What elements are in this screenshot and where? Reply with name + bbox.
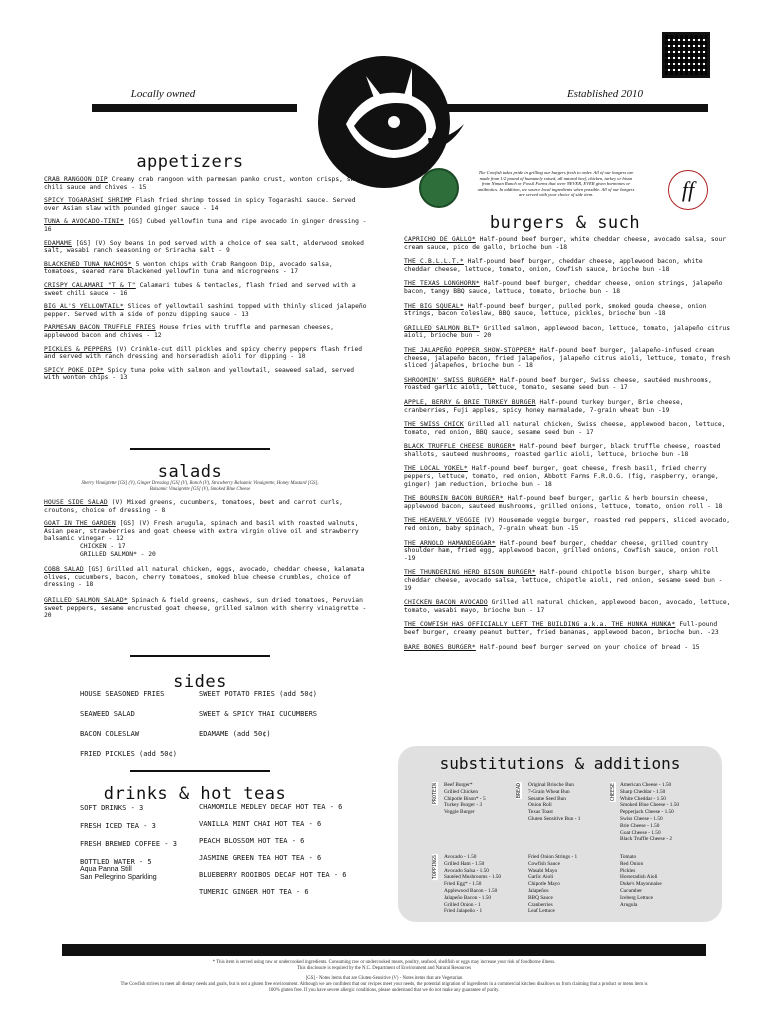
water-option: Aqua Panna Still <box>80 866 132 873</box>
appetizers-title: appetizers <box>136 152 244 172</box>
list-item: CHAMOMILE MEDLEY DECAF HOT TEA - 6 <box>199 803 343 811</box>
raw-food-warning: * This item is served using raw or undercooked ingredients. Consuming raw or undercooked meats, poultry, seafood, shellfish or eggs may increase your risk of foodborne illness. <box>212 960 556 965</box>
list-item: TUMERIC GINGER HOT TEA - 6 <box>199 888 309 896</box>
list-item: GRILLED SALMON SALAD* Spinach & field greens, cashews, sun dried tomatoes, Peruvian sweet peppers, sesame encrusted goat cheese, grilled salmon with sherry vinaigrette - 20 <box>44 596 367 620</box>
list-item: BACON COLESLAW <box>80 730 140 738</box>
list-item: FRIED PICKLES (add 50¢) <box>80 750 177 758</box>
list-item: BARE BONES BURGER* Half-pound beef burger served on your choice of bread - 15 <box>404 643 700 651</box>
list-item: THE JALAPEÑO POPPER SHOW-STOPPER* Half-pound beef burger, jalapeño-infused cream cheese, jalapeño bacon, fried jalapeños, jalapeño citrus aioli, lettuce, tomato, fresh sliced jalapeños, brioche bun - 18 <box>404 346 731 370</box>
list-item: PARMESAN BACON TRUFFLE FRIES House fries with truffle and parmesan cheeses, applewood bacon and chives - 12 <box>44 324 334 339</box>
toppings-list-3: Tomato Red Onion Pickles Horseradish Aioli Duke's Mayonnaise Cucumber Iceberg Lettuce Arugula <box>620 854 662 908</box>
list-item: THE SWISS CHICK Grilled all natural chicken, Swiss cheese, applewood bacon, lettuce, tomato, red onion, BBQ sauce, sesame seed bun - 17 <box>404 421 726 436</box>
list-item: THE C.B.L.L.T.* Half-pound beef burger, cheddar cheese, applewood bacon, white cheddar cheese, lettuce, tomato, onion, Cowfish sauce, brioche bun -18 <box>404 258 703 273</box>
header-bar-right <box>446 104 708 112</box>
substitutions-title: substitutions & additions <box>439 754 681 773</box>
drinks-left <box>80 804 200 882</box>
drinks-right <box>199 803 379 896</box>
list-item: CAPRICHO DE GALLO* Half-pound beef burger, white cheddar cheese, avocado salsa, sour cream sauce, pico de gallo, brioche bun -18 <box>404 236 727 251</box>
list-item: BLACK TRUFFLE CHEESE BURGER* Half-pound beef burger, black truffle cheese, roasted shallots, sauteed mushrooms, roasted garlic aioli, lettuce, brioche bun -18 <box>404 443 721 458</box>
burgers-title: burgers & such <box>489 213 641 233</box>
water-option: San Pellegrino Sparkling <box>80 874 157 881</box>
disclosure-note: This disclosure is required by the N.C. Department of Environment and Natural Resources <box>297 966 471 971</box>
toppings-list-1: Avocado - 1.50 Grilled Ham - 1.50 Avocado Salsa - 1.50 Sautéed Mushrooms - 1.50 Fried Egg* - 1.50 Applewood Bacon - 1.50 Jalapeño Bacon - 1.50 Grilled Onion - 1 Fried Jalapeño - 1 <box>444 854 502 915</box>
drinks-title: drinks & hot teas <box>103 784 287 804</box>
salads-title: salads <box>157 462 223 482</box>
header-bar-left <box>92 104 297 112</box>
list-item: THE BOURSIN BACON BURGER* Half-pound beef burger, garlic & herb boursin cheese, applewood bacon, sauteed mushrooms, grilled onions, lettuce, tomato, onion roll - 18 <box>404 495 723 510</box>
gluten-disclaimer: The Cowfish strives to meet all dietary needs and goals, but is not a gluten free environment. Although we are confident that our recipes meet your needs, the potential migration of ingredients in a commercial kitchen disallows us from claiming that a product or menu item is 100% gluten free. If you have severe allergic conditions, please understand that we do not make any guarantee of purity. <box>120 982 648 993</box>
list-item: SPICY POKE DIP* Spicy tuna poke with salmon and yellowtail, seaweed salad, served with wonton chips - 13 <box>44 366 355 382</box>
salads-list <box>44 499 370 620</box>
list-item: APPLE, BERRY & BRIE TURKEY BURGER Half-pound turkey burger, Brie cheese, cranberries, Fuji apples, spicy honey marmalade, 7-grain wheat bun -19 <box>404 398 684 414</box>
list-item: SPICY TOGARASHI SHRIMP Flash fried shrimp tossed in spicy Togarashi sauce. Served over Asian slaw with pounded ginger sauce - 14 <box>44 197 356 212</box>
toppings-label: TOPPINGS <box>432 855 438 880</box>
substitutions-panel <box>398 746 722 922</box>
list-item: HOUSE SEASONED FRIES <box>80 690 165 698</box>
niman-ranch-badge <box>419 168 459 208</box>
list-item: SEAWEED SALAD <box>80 710 135 718</box>
protein-label: PROTEIN <box>432 783 438 805</box>
toppings-list-2: Fried Onion Strings - 1 Cowfish Sauce Wasabi Mayo Garlic Aioli Chipotle Mayo Jalapeños BBQ Sauce Cranberries Leaf Lettuce <box>528 854 578 915</box>
divider <box>130 655 270 657</box>
list-item: PICKLES & PEPPERS (V) Crinkle-cut dill pickles and spicy cherry peppers flash fried and served with ranch dressing and horseradish aioli for dipping - 10 <box>44 345 363 361</box>
list-item: BLUEBERRY ROOIBOS DECAF HOT TEA - 6 <box>199 871 347 879</box>
legend-note: [GS] - Notes items that are Gluten-Sensitive (V) - Notes items that are Vegetarian <box>305 976 463 981</box>
list-item: VANILLA MINT CHAI HOT TEA - 6 <box>199 820 322 828</box>
cheese-list: American Cheese - 1.50 Sharp Cheddar - 1.50 White Cheddar - 1.50 Smoked Blue Cheese - 1.50 Pepperjack Cheese - 1.50 Swiss Cheese - 1.50 Brie Cheese - 1.50 Goat Cheese - 1.50 Black Truffle Cheese - 2 <box>620 782 679 843</box>
fossil-farms-badge: ff <box>668 170 708 210</box>
protein-list: Beef Burger* Grilled Chicken Chipotle Bison* - 5 Turkey Burger - 3 Veggie Burger <box>444 782 486 816</box>
footer-bar <box>62 944 706 956</box>
appetizers-list <box>44 176 370 382</box>
list-item: CHICKEN BACON AVOCADO Grilled all natural chicken, applewood bacon, avocado, lettuce, tomato, wasabi mayo, brioche bun - 17 <box>404 599 731 614</box>
list-item: THE HEAVENLY VEGGIE (V) Housemade veggie burger, roasted red peppers, sliced avocado, red onion, baby spinach, 7-grain wheat bun -15 <box>404 517 731 533</box>
list-item: GOAT IN THE GARDEN [GS] (V) Fresh arugula, spinach and basil with roasted walnuts, Asian pear, strawberries and goat cheese with extra virgin olive oil and strawberry balsamic vinegar - 12 <box>44 520 359 543</box>
list-item: THE BIG SQUEAL* Half-pound beef burger, pulled pork, smoked gouda cheese, onion strings, bacon coleslaw, BBQ sauce, lettuce, pickles, brioche bun -18 <box>404 302 707 318</box>
list-item: SOFT DRINKS - 3 <box>80 804 144 812</box>
bread-label: BREAD <box>516 783 522 799</box>
salad-addon: GRILLED SALMON* - 20 <box>80 550 156 558</box>
list-item: COBB SALAD [GS] Grilled all natural chicken, eggs, avocado, cheddar cheese, kalamata olives, cucumbers, bacon, cherry tomatoes, smoked blue cheese crumbles, choice of dressing - 18 <box>44 566 365 589</box>
list-item: EDAMAME (add 50¢) <box>199 730 271 738</box>
list-item: JASMINE GREEN TEA HOT TEA - 6 <box>199 854 322 862</box>
list-item: EDAMAME [GS] (V) Soy beans in pod served with a choice of sea salt, alderwood smoked salt, wasabi ranch seasoning or Sriracha salt - 9 <box>44 239 364 255</box>
list-item: PEACH BLOSSOM HOT TEA - 6 <box>199 837 305 845</box>
divider <box>130 448 270 450</box>
list-item: FRESH ICED TEA - 3 <box>80 822 156 830</box>
list-item: THE THUNDERING HERD BISON BURGER* Half-pound chipotle bison burger, sharp white cheddar cheese, avocado salsa, lettuce, chipotle aioli, red onion, sesame seed bun - 19 <box>404 569 723 592</box>
bread-list: Original Brioche Bun 7-Grain Wheat Bun Sesame Seed Bun Onion Roll Texas Toast Gluten Sensitive Bun - 1 <box>528 782 581 822</box>
list-item: SWEET POTATO FRIES (add 50¢) <box>199 690 318 698</box>
salad-addon: CHICKEN - 17 <box>80 542 126 550</box>
sourcing-note: The Cowfish takes pride in grilling our burgers fresh to order. All of our burgers are made from 1/2 pound of humanely raised, all natural beef, chicken, turkey or bison from Niman Ranch or Fossil Farms that were NEVER, EVER given hormones or antibiotics. In addition, we source local ingredients when possible. All of our burgers are served with your choice of side item. <box>477 170 635 198</box>
list-item: THE LOCAL YOKEL* Half-pound beef burger, goat cheese, fresh basil, fried cherry peppers, lettuce, tomato, red onion, Abbott Farms F.R.O.G. (fig, raspberry, orange, ginger) jam reduction, brioche bun - 18 <box>404 465 719 488</box>
footer-notes <box>120 960 648 994</box>
list-item: THE TEXAS LONGHORN* Half-pound beef burger, cheddar cheese, onion strings, jalapeño bacon, tangy BBQ sauce, lettuce, tomato, brioche bun - 18 <box>404 280 723 295</box>
list-item: TUNA & AVOCADO-TINI* [GS] Cubed yellowfin tuna and ripe avocado in ginger dressing - 16 <box>44 218 367 233</box>
list-item: THE ARNOLD HAMANDEGGAR* Half-pound beef burger, cheddar cheese, grilled country shoulder ham, fried egg, applewood bacon, grilled onions, Cowfish sauce, onion roll -19 <box>404 539 719 562</box>
list-item: HOUSE SIDE SALAD (V) Mixed greens, cucumbers, tomatoes, beet and carrot curls, croutons, choice of dressing - 8 <box>44 499 343 514</box>
sides-title: sides <box>173 672 227 692</box>
cheese-label: CHEESE <box>610 783 616 802</box>
established-label: Established 2010 <box>566 88 644 100</box>
locally-owned-label: Locally owned <box>130 88 196 100</box>
divider <box>130 770 270 772</box>
list-item: CRISPY CALAMARI "T & T" Calamari tubes & tentacles, flash fried and served with a sweet chili sauce - 16 <box>44 281 356 297</box>
list-item: BLACKENED TUNA NACHOS* 5 wonton chips with Crab Rangoon Dip, avocado salsa, tomatoes, seared rare blackened yellowfin tuna and microgreens - 17 <box>44 260 333 276</box>
list-item: FRESH BREWED COFFEE - 3 <box>80 840 177 848</box>
burgers-list <box>404 236 732 651</box>
dressing-list: Sherry Vinaigrette [GS] (V), Ginger Dressing [GS] (V), Ranch (V), Strawberry Balsamic Vinaigrette, Honey Mustard [GS], Balsamic Vinaigrette [GS] (V), Smoked Blue Cheese <box>81 481 319 492</box>
qr-code[interactable] <box>662 32 710 78</box>
list-item: BOTTLED WATER - 5 <box>80 858 152 866</box>
list-item: THE COWFISH HAS OFFICIALLY LEFT THE BUILDING a.k.a. THE HUNKA HUNKA* Full-pound beef burger, creamy peanut butter, fried bananas, applewood bacon, brioche bun. -23 <box>404 621 719 636</box>
list-item: SHROOMIN' SWISS BURGER* Half-pound beef burger, Swiss cheese, sautéed mushrooms, roasted garlic aioli, lettuce, tomato, sesame seed bun - 17 <box>404 376 712 392</box>
list-item: SWEET & SPICY THAI CUCUMBERS <box>199 710 318 718</box>
list-item: CRAB RANGOON DIP Creamy crab rangoon with parmesan panko crust, wonton crisps, sweet chili sauce and chives - 15 <box>44 176 366 191</box>
sides-right <box>199 690 359 738</box>
list-item: BIG AL'S YELLOWTAIL* Slices of yellowtail sashimi topped with thinly sliced jalapeño pepper. Served with a side of ponzu dipping sauce - 13 <box>44 303 367 318</box>
list-item: GRILLED SALMON BLT* Grilled salmon, applewood bacon, lettuce, tomato, jalapeño citrus aioli, brioche bun - 20 <box>404 324 731 340</box>
sides-left <box>80 690 210 758</box>
